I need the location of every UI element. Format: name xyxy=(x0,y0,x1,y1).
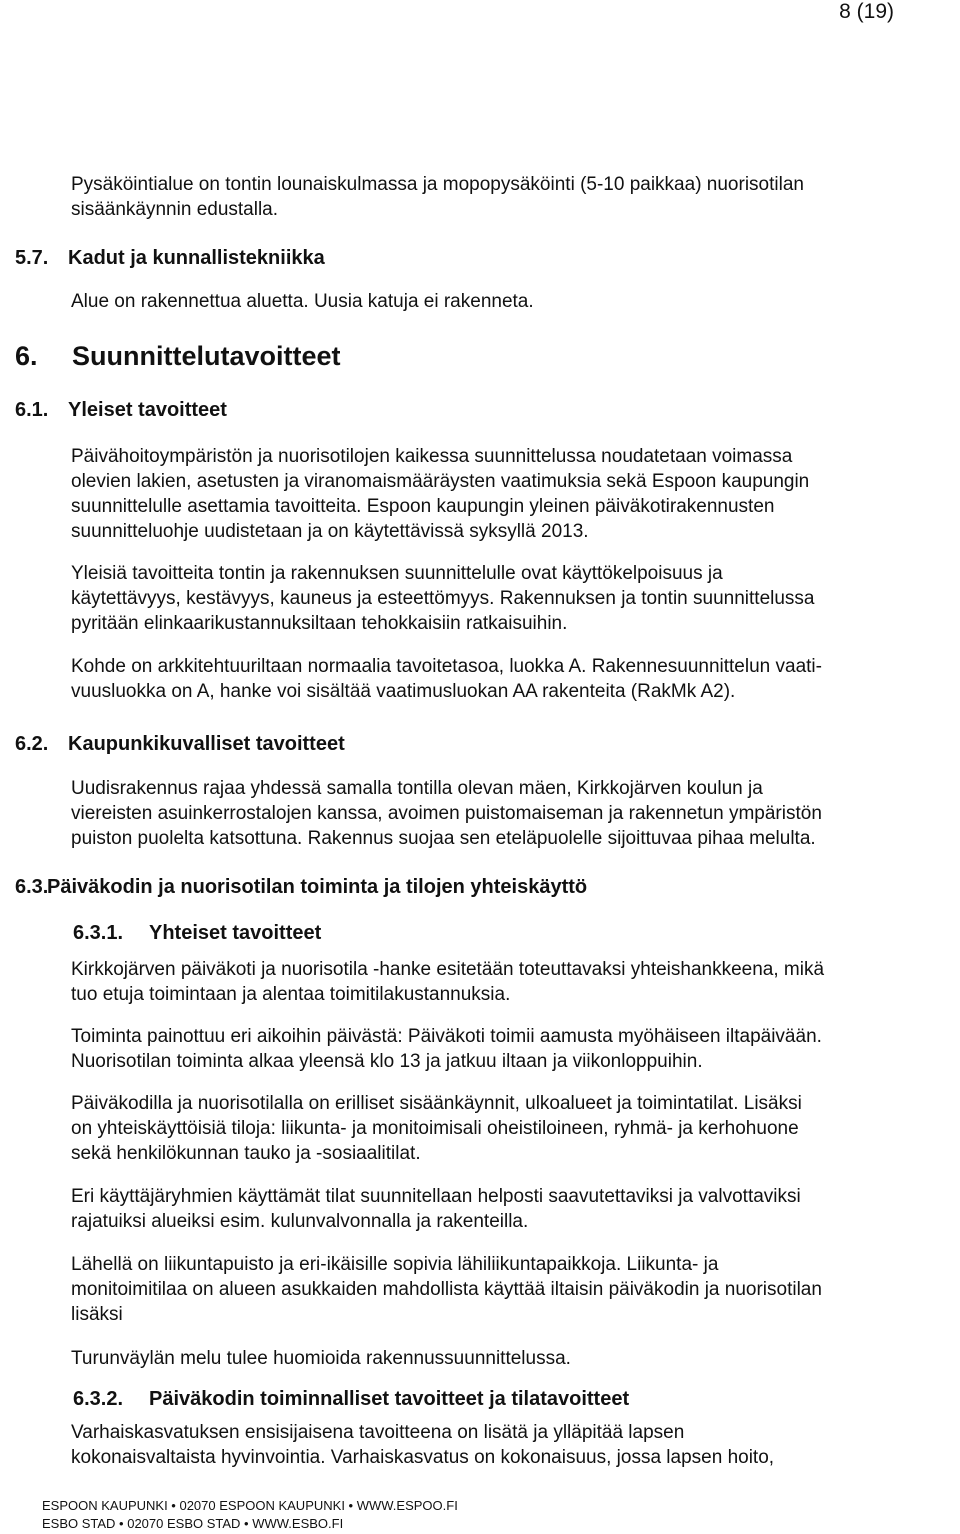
page-number: 8 (19) xyxy=(839,0,894,23)
text-line: käytettävyys, kestävyys, kauneus ja esteettömyys. Rakennuksen ja tontin suunnittelussa xyxy=(71,588,815,609)
text-line: olevien lakien, asetusten ja viranomaismääräysten vaatimuksia sekä Espoon kaupungin xyxy=(71,471,810,492)
text-line: on yhteiskäyttöisiä tiloja: liikunta- ja monitoimisali oheistiloineen, ryhmä- ja kerhohuone xyxy=(71,1118,799,1139)
text-line: monitoimitilaa on alueen asukkaiden mahdollista käyttää iltaisin päiväkodin ja nuorisotilan xyxy=(71,1279,822,1300)
text-line: Uudisrakennus rajaa yhdessä samalla tontilla olevan mäen, Kirkkojärven koulun ja xyxy=(71,778,763,799)
paragraph-6-3-1-e xyxy=(71,1252,822,1327)
text-line: suunnitteluohje uudistetaan ja on käytettävissä syksyllä 2013. xyxy=(71,521,589,542)
paragraph-6-3-1-f xyxy=(71,1346,571,1371)
heading-6-2 xyxy=(15,732,345,757)
paragraph-6-3-1-c xyxy=(71,1091,802,1166)
text-line: Kohde on arkkitehtuuriltaan normaalia tavoitetasoa, luokka A. Rakennesuunnittelun vaati- xyxy=(71,656,822,677)
text-line: puiston puolelta katsottuna. Rakennus suojaa sen eteläpuolelle sijoittuvaa pihaa melulta. xyxy=(71,828,816,849)
text-line: sekä henkilökunnan tauko ja -sosiaalitilat. xyxy=(71,1143,421,1164)
text-line: rajatuiksi alueiksi esim. kulunvalvonnalla ja rakenteilla. xyxy=(71,1211,529,1232)
footer xyxy=(42,1497,458,1533)
paragraph-6-3-1-b xyxy=(71,1024,822,1074)
text-line: Yleisiä tavoitteita tontin ja rakennuksen suunnittelulle ovat käyttökelpoisuus ja xyxy=(71,563,723,584)
heading-6-3 xyxy=(15,875,587,900)
heading-title: Suunnittelutavoitteet xyxy=(72,341,341,371)
text-line: Lähellä on liikuntapuisto ja eri-ikäisille sopivia lähiliikuntapaikkoja. Liikunta- ja xyxy=(71,1254,719,1275)
heading-number: 6.1. xyxy=(15,399,49,421)
heading-title: Kadut ja kunnallistekniikka xyxy=(68,247,325,269)
footer-line-sv: ESBO STAD • 02070 ESBO STAD • WWW.ESBO.FI xyxy=(42,1516,344,1531)
text-line: viereisten asuinkerrostalojen kanssa, avoimen puistomaiseman ja rakennetun ympäristön xyxy=(71,803,822,824)
paragraph-6-2 xyxy=(71,776,822,851)
text-line: Turunväylän melu tulee huomioida rakennussuunnittelussa. xyxy=(71,1348,571,1369)
paragraph-6-3-1-a xyxy=(71,957,824,1007)
heading-number: 6.3.1. xyxy=(73,922,124,944)
paragraph-6-1-a xyxy=(71,444,809,544)
paragraph-6-3-2 xyxy=(71,1420,774,1470)
text-line: Eri käyttäjäryhmien käyttämät tilat suunnitellaan helposti saavutettaviksi ja valvottaviksi xyxy=(71,1186,801,1207)
text-line: tuo etuja toimintaan ja alentaa toimitilakustannuksia. xyxy=(71,984,511,1005)
text-line: Varhaiskasvatuksen ensisijaisena tavoitteena on lisätä ja ylläpitää lapsen xyxy=(71,1422,685,1443)
text-line: Kirkkojärven päiväkoti ja nuorisotila -hanke esitetään toteuttavaksi yhteishankkeena, mikä xyxy=(71,959,825,980)
text-line: kokonaisvaltaista hyvinvointia. Varhaiskasvatus on kokonaisuus, jossa lapsen hoito, xyxy=(71,1447,775,1468)
paragraph-6-1-b xyxy=(71,561,815,636)
heading-number: 6.3. xyxy=(15,876,49,898)
intro-paragraph xyxy=(71,172,804,222)
heading-title: Päiväkodin toiminnalliset tavoitteet ja tilatavoitteet xyxy=(149,1388,630,1410)
heading-number: 6. xyxy=(15,341,38,371)
heading-6-1 xyxy=(15,398,227,423)
paragraph-6-3-1-d xyxy=(71,1184,801,1234)
paragraph-5-7 xyxy=(71,289,534,314)
heading-5-7 xyxy=(15,246,325,271)
heading-number: 5.7. xyxy=(15,247,49,269)
text-line: sisäänkäynnin edustalla. xyxy=(71,199,279,220)
heading-6-3-1 xyxy=(73,921,321,946)
text-line: Päivähoitoympäristön ja nuorisotilojen kaikessa suunnittelussa noudatetaan voimassa xyxy=(71,446,793,467)
heading-title: Yhteiset tavoitteet xyxy=(149,922,322,944)
footer-line-fi: ESPOON KAUPUNKI • 02070 ESPOON KAUPUNKI • WWW.ESPOO.FI xyxy=(42,1498,458,1513)
heading-title: Päiväkodin ja nuorisotilan toiminta ja tilojen yhteiskäyttö xyxy=(47,876,588,898)
heading-6 xyxy=(15,340,341,372)
heading-title: Kaupunkikuvalliset tavoitteet xyxy=(68,733,345,755)
text-line: Alue on rakennettua aluetta. Uusia katuja ei rakenneta. xyxy=(71,291,534,312)
text-line: vuusluokka on A, hanke voi sisältää vaatimusluokan AA rakenteita (RakMk A2). xyxy=(71,681,736,702)
heading-title: Yleiset tavoitteet xyxy=(68,399,227,421)
text-line: Toiminta painottuu eri aikoihin päivästä: Päiväkoti toimii aamusta myöhäiseen iltapäivään. xyxy=(71,1026,822,1047)
text-line: Nuorisotilan toiminta alkaa yleensä klo 13 ja jatkuu iltaan ja viikonloppuihin. xyxy=(71,1051,703,1072)
heading-number: 6.3.2. xyxy=(73,1388,124,1410)
text-line: lisäksi xyxy=(71,1304,123,1325)
text-line: pyritään elinkaarikustannuksiltaan tehokkaisiin ratkaisuihin. xyxy=(71,613,568,634)
text-line: suunnittelulle asettamia tavoitteita. Espoon kaupungin yleinen päiväkotirakennusten xyxy=(71,496,775,517)
heading-6-3-2 xyxy=(73,1387,629,1412)
text-line: Päiväkodilla ja nuorisotilalla on erilliset sisäänkäynnit, ulkoalueet ja toimintatilat. Lisäksi xyxy=(71,1093,802,1114)
heading-number: 6.2. xyxy=(15,733,49,755)
text-line: Pysäköintialue on tontin lounaiskulmassa ja mopopysäköinti (5-10 paikkaa) nuorisotilan xyxy=(71,174,804,195)
paragraph-6-1-c xyxy=(71,654,822,704)
